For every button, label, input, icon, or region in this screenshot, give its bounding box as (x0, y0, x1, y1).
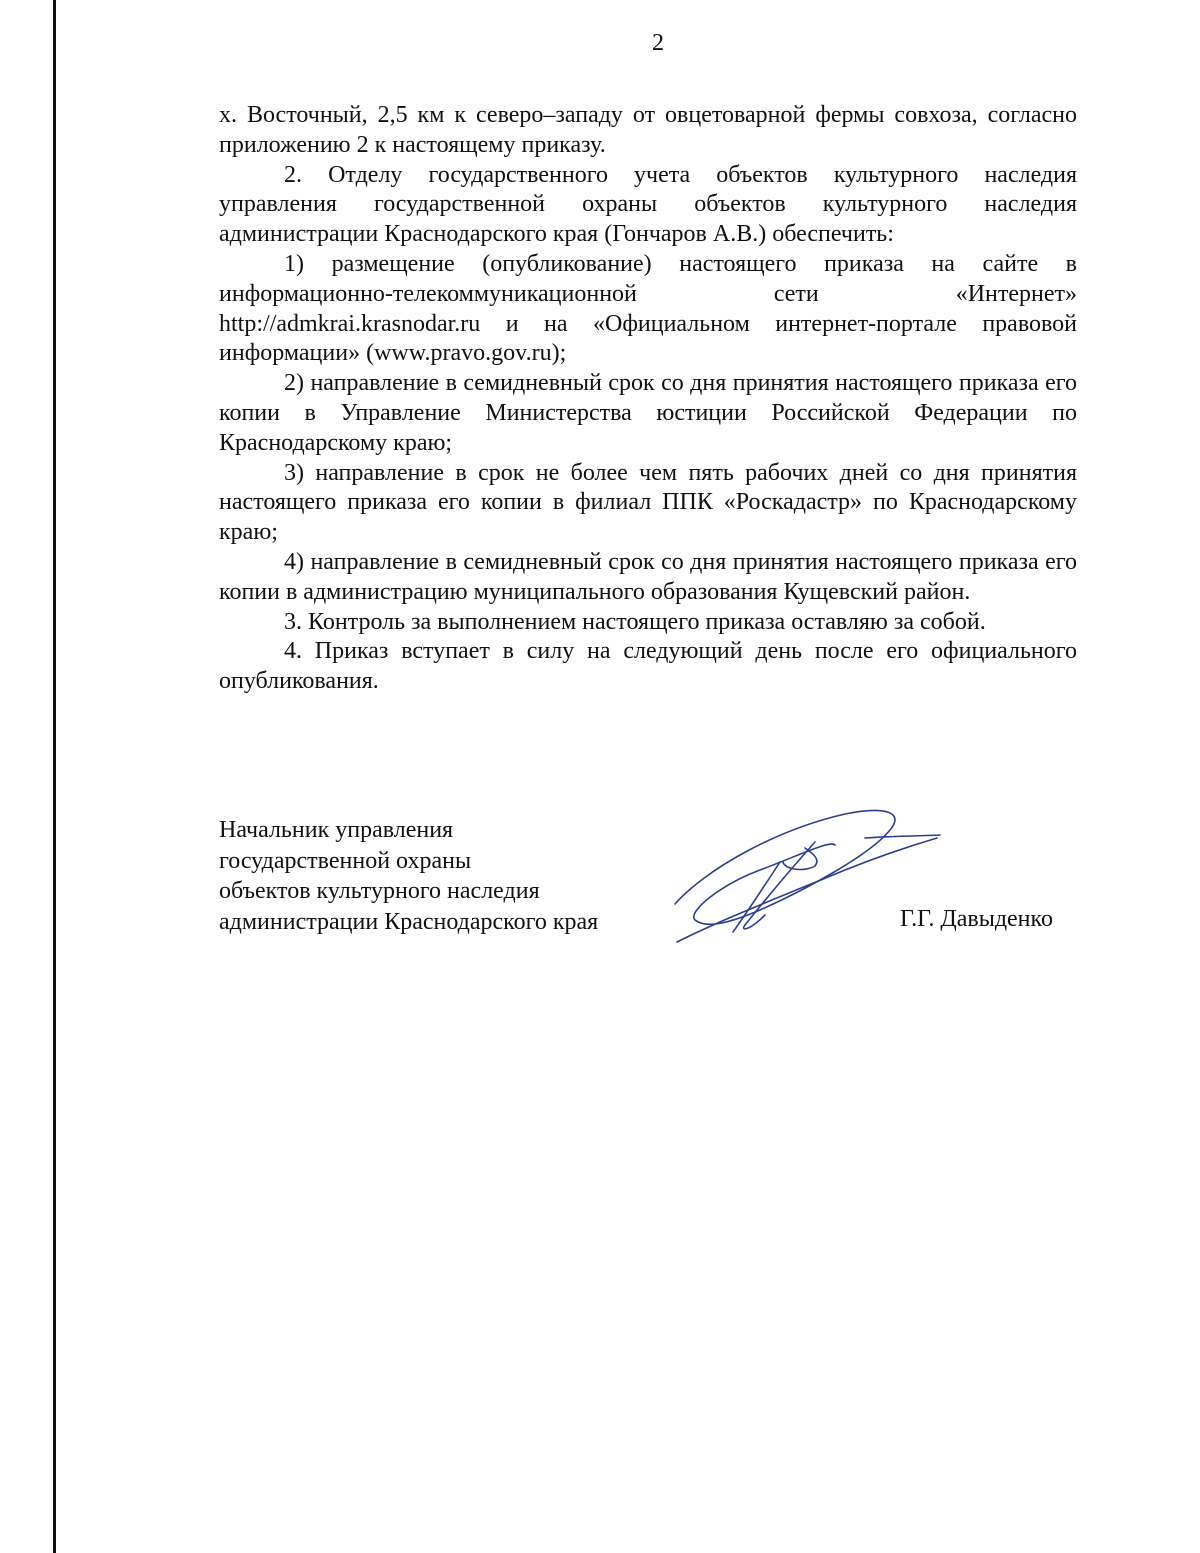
paragraph-item-2: 2. Отделу государственного учета объектов культурного наследия управления государственной охраны объектов культурного наследия администрации Краснодарского края (Гончаров А.В.) обеспечить: (219, 161, 1077, 248)
document-body (219, 101, 1077, 697)
signatory-title-line: государственной охраны (219, 847, 472, 874)
page-edge-line (53, 0, 56, 1553)
paragraph-continuation: х. Восточный, 2,5 км к северо–западу от овцетоварной фермы совхоза, согласно приложению 2 к настоящему приказу. (219, 102, 1077, 158)
page-number: 2 (652, 30, 664, 56)
signatory-title-line: объектов культурного наследия (219, 878, 540, 904)
paragraph-subitem-4: 4) направление в семидневный срок со дня принятия настоящего приказа его копии в администрацию муниципального образования Кущевский район. (219, 548, 1077, 605)
paragraph-item-4: 4. Приказ вступает в силу на следующий день после его официального опубликования. (219, 638, 1077, 695)
signatory-title-line: Начальник управления (219, 817, 454, 843)
paragraph-subitem-3: 3) направление в срок не более чем пять рабочих дней со дня принятия настоящего приказа его копии в филиал ППК «Роскадастр» по Краснодарскому краю; (219, 459, 1077, 546)
signatory-title (219, 815, 598, 937)
signatory-name: Г.Г. Давыденко (900, 906, 1053, 932)
signatory-title-line: администрации Краснодарского края (219, 908, 599, 935)
paragraph-subitem-1: 1) размещение (опубликование) настоящего приказа на сайте в информационно-телекоммуникационной сети «Интернет» http://admkrai.krasnodar.ru и на «Официальном интернет-портале правовой информации» (www.pravo.gov.ru); (219, 250, 1077, 367)
paragraph-item-3: 3. Контроль за выполнением настоящего приказа оставляю за собой. (284, 608, 986, 635)
paragraph-subitem-2: 2) направление в семидневный срок со дня принятия настоящего приказа его копии в Управление Министерства юстиции Российской Федерации по Краснодарскому краю; (219, 370, 1077, 456)
